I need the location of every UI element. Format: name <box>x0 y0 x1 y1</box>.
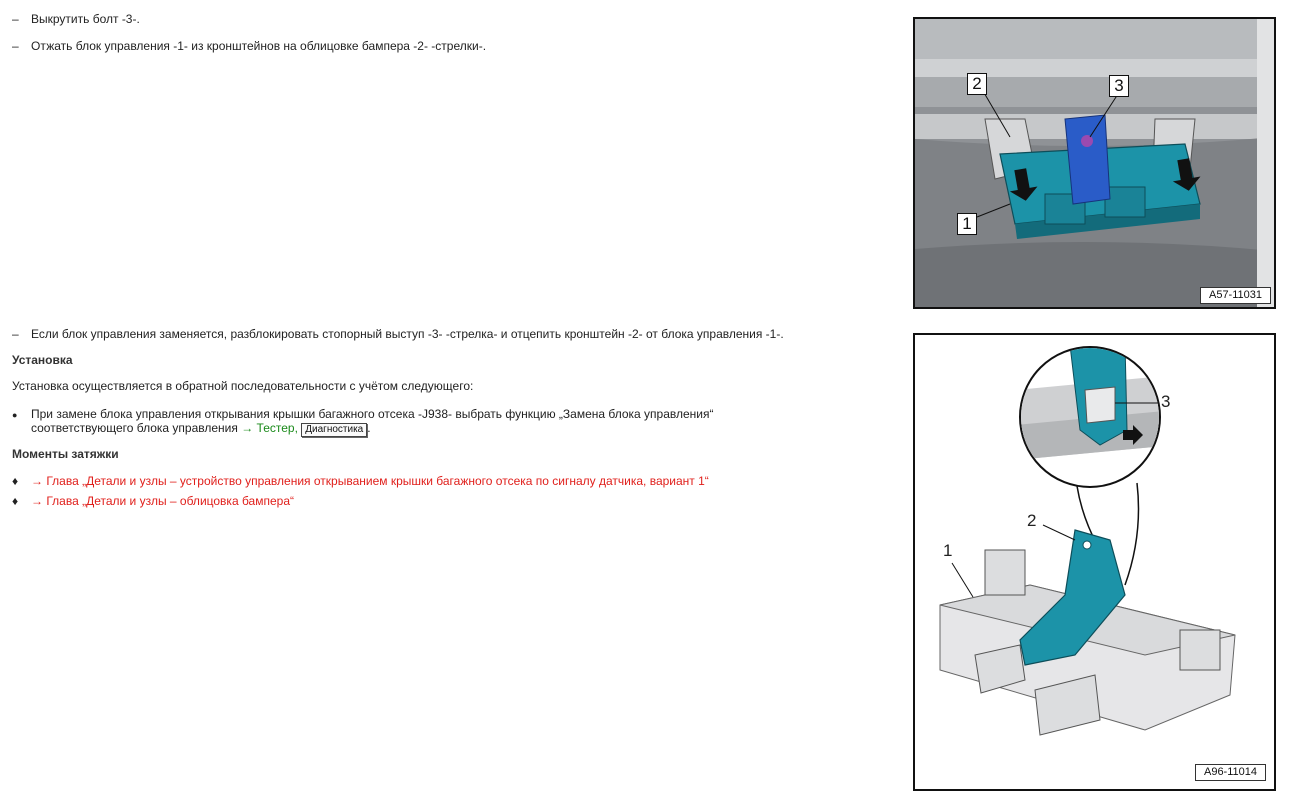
torque-link-bumper-cover[interactable]: → Глава „Детали и узлы – облицовка бампера“ <box>31 494 294 508</box>
bullet-text-line1: При замене блока управления открывания крышки багажного отсека -J938- выбрать функцию „Замена блока управления“ <box>31 407 714 421</box>
torque-heading: Моменты затяжки <box>12 447 119 461</box>
installation-heading: Установка <box>12 353 73 367</box>
figure1-code: A57-11031 <box>1200 287 1271 304</box>
figure2-label-1: 1 <box>943 541 953 560</box>
step-marker: – <box>12 39 19 53</box>
torque-link-trunk-control[interactable]: → Глава „Детали и узлы – устройство управления открыванием крышки багажного отсека по сигналу датчика, вариант 1“ <box>31 474 709 488</box>
step-text: Если блок управления заменяется, разблокировать стопорный выступ -3- -стрелка- и отцепить кронштейн -2- от блока управления -1-. <box>31 327 784 341</box>
step-unlock-bracket <box>12 327 784 341</box>
step-unscrew-bolt <box>12 12 140 26</box>
bullet-marker: ● <box>12 410 18 420</box>
torque-link-item-2 <box>12 494 294 508</box>
diamond-marker: ♦ <box>12 474 19 488</box>
installation-bullet-line2 <box>31 421 371 437</box>
step-marker: – <box>12 12 19 26</box>
figure1-illustration <box>915 19 1274 307</box>
step-press-off-unit <box>12 39 486 53</box>
figure2-illustration <box>915 335 1274 789</box>
diamond-marker: ♦ <box>12 494 19 508</box>
step-marker: – <box>12 327 19 341</box>
torque-link-item-1 <box>12 474 709 488</box>
tester-link[interactable]: → Тестер, <box>241 421 298 435</box>
figure2-label-2: 2 <box>1027 511 1037 530</box>
figure2-label-3: 3 <box>1161 392 1171 411</box>
figure-bumper-mount <box>913 17 1276 309</box>
figure1-label-2: 2 <box>967 73 987 95</box>
figure-control-unit-bracket <box>913 333 1276 791</box>
installation-bullet <box>12 407 714 421</box>
end-mark: . <box>367 421 371 435</box>
figure1-label-3: 3 <box>1109 75 1129 97</box>
installation-intro: Установка осуществляется в обратной последовательности с учётом следующего: <box>12 379 474 393</box>
figure2-code: A96-11014 <box>1195 764 1266 781</box>
step-text: Отжать блок управления -1- из кронштейнов на облицовке бампера -2- -стрелки-. <box>31 39 487 53</box>
bullet-text-line2: соответствующего блока управления <box>31 421 238 435</box>
diagnostics-button[interactable]: Диагностика <box>301 423 367 437</box>
figure1-label-1: 1 <box>957 213 977 235</box>
step-text: Выкрутить болт -3-. <box>31 12 140 26</box>
